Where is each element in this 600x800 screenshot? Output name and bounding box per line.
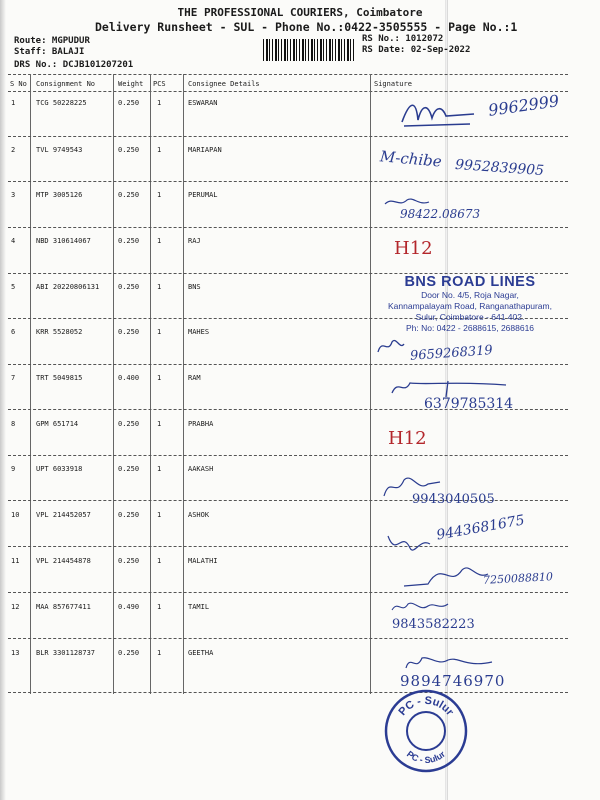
row-consignee: PERUMAL [188, 191, 218, 199]
row-consignment: TRT 5049815 [36, 374, 83, 382]
row-weight: 0.250 [118, 649, 140, 657]
row-pcs: 1 [157, 649, 162, 657]
row-consignment: UPT 6033918 [36, 465, 83, 473]
row-weight: 0.250 [118, 99, 140, 107]
col-header-consignee: Consignee Details [188, 80, 260, 88]
signature-scribble [402, 556, 492, 594]
row-consignee: AAKASH [188, 465, 214, 473]
header-bottom-border [8, 91, 568, 92]
table-top-border [8, 74, 568, 75]
stamp-address-line: Door No. 4/5, Roja Nagar, [421, 290, 519, 300]
row-consignee: MARIAPAN [188, 146, 222, 154]
row-consignment: VPL 214454878 [36, 557, 91, 565]
row-sno: 11 [11, 557, 20, 565]
row-sno: 5 [11, 283, 16, 291]
row-consignee: RAJ [188, 237, 201, 245]
barcode [263, 39, 355, 61]
row-pcs: 1 [157, 99, 162, 107]
row-consignment: MTP 3005126 [36, 191, 83, 199]
row-consignee: MAHES [188, 328, 210, 336]
seal-bottom-text: PC - Sulur [404, 748, 448, 766]
row-sno: 4 [11, 237, 16, 245]
row-weight: 0.250 [118, 465, 140, 473]
row-divider [8, 364, 568, 365]
handwritten-mark: H12 [388, 428, 427, 449]
row-consignee: MALATHI [188, 557, 218, 565]
column-divider [183, 74, 184, 694]
handwritten-phone: 9952839905 [454, 156, 545, 180]
row-consignee: ESWARAN [188, 99, 218, 107]
row-weight: 0.250 [118, 557, 140, 565]
handwritten-phone: 98422.08673 [400, 207, 481, 221]
row-divider [8, 638, 568, 639]
row-weight: 0.250 [118, 511, 140, 519]
row-pcs: 1 [157, 374, 162, 382]
staff-label: Staff: BALAJI [14, 47, 85, 57]
runsheet-title: Delivery Runsheet - SUL - Phone No.:0422-3505555 - Page No.:1 [95, 20, 518, 34]
row-weight: 0.250 [118, 146, 140, 154]
table-bottom-border [8, 692, 568, 693]
row-sno: 13 [11, 649, 20, 657]
row-consignment: BLR 3301128737 [36, 649, 96, 657]
handwritten-number: 9962999 [487, 91, 561, 120]
row-pcs: 1 [157, 603, 162, 611]
col-header-weight: Weight [118, 80, 144, 88]
row-pcs: 1 [157, 465, 162, 473]
row-consignment: TCG 50228225 [36, 99, 87, 107]
col-header-pcs: PCS [153, 80, 166, 88]
row-divider [8, 455, 568, 456]
column-divider [370, 74, 371, 694]
handwritten-phone: 9659268319 [409, 343, 494, 364]
row-divider [8, 136, 568, 137]
row-consignment: MAA 857677411 [36, 603, 91, 611]
row-weight: 0.250 [118, 328, 140, 336]
row-pcs: 1 [157, 237, 162, 245]
handwritten-signature: M-chibe [379, 147, 443, 171]
row-consignee: RAM [188, 374, 201, 382]
row-pcs: 1 [157, 511, 162, 519]
row-weight: 0.490 [118, 603, 140, 611]
row-consignment: KRR 5528052 [36, 328, 83, 336]
row-consignee: GEETHA [188, 649, 214, 657]
row-weight: 0.400 [118, 374, 140, 382]
row-consignee: TAMIL [188, 603, 210, 611]
row-divider [8, 546, 568, 547]
handwritten-phone: 7250088810 [482, 570, 554, 587]
company-stamp [370, 274, 570, 334]
signature-scribble-icon [390, 598, 450, 616]
stamp-company-name: BNS ROAD LINES [404, 274, 536, 290]
signature-scribble-icon [402, 556, 492, 590]
row-consignee: PRABHA [188, 420, 214, 428]
handwritten-mark: H12 [394, 238, 433, 259]
row-sno: 6 [11, 328, 16, 336]
column-divider [113, 74, 114, 694]
row-divider [8, 227, 568, 228]
row-sno: 2 [11, 146, 16, 154]
seal-top-text: PC - Sulur [396, 694, 456, 718]
row-sno: 12 [11, 603, 20, 611]
row-consignment: GPM 651714 [36, 420, 79, 428]
row-pcs: 1 [157, 420, 162, 428]
signature-scribble-icon [404, 652, 494, 674]
company-title: THE PROFESSIONAL COURIERS, Coimbatore [177, 6, 423, 19]
stamp-phone-line: Ph: No: 0422 - 2688615, 2688616 [405, 323, 535, 333]
row-weight: 0.250 [118, 420, 140, 428]
scan-edge-shadow [0, 0, 6, 800]
row-sno: 9 [11, 465, 16, 473]
row-sno: 1 [11, 99, 16, 107]
row-sno: 8 [11, 420, 16, 428]
handwritten-phone: 9943040505 [412, 492, 495, 507]
row-consignment: NBD 310614067 [36, 237, 91, 245]
row-pcs: 1 [157, 146, 162, 154]
route-label: Route: MGPUDUR [14, 36, 90, 46]
row-weight: 0.250 [118, 283, 140, 291]
row-sno: 7 [11, 374, 16, 382]
row-consignment: VPL 214452057 [36, 511, 91, 519]
row-consignment: TVL 9749543 [36, 146, 83, 154]
row-consignee: BNS [188, 283, 201, 291]
row-pcs: 1 [157, 191, 162, 199]
row-sno: 3 [11, 191, 16, 199]
seal-icon [383, 688, 469, 774]
rs-date: RS Date: 02-Sep-2022 [362, 45, 471, 55]
handwritten-signature [390, 598, 450, 619]
row-weight: 0.250 [118, 191, 140, 199]
rs-number: RS No.: 1012072 [362, 34, 444, 44]
round-seal [383, 688, 469, 774]
stamp-address-line: Sulur, Coimbatore - 641 402. [415, 312, 525, 322]
row-sno: 10 [11, 511, 20, 519]
svg-text:PC - Sulur [405, 749, 448, 765]
handwritten-phone: 6379785314 [424, 396, 514, 412]
row-consignee: ASHOK [188, 511, 210, 519]
column-divider [150, 74, 151, 694]
col-header-sno: S No [10, 80, 27, 88]
handwritten-phone: 9894746970 [400, 672, 506, 690]
drs-number: DRS No.: DCJB101207201 [14, 60, 134, 70]
signature-scribble-icon [398, 94, 478, 130]
row-pcs: 1 [157, 328, 162, 336]
handwritten-signature [376, 336, 406, 360]
stamp-address-line: Kannampalayam Road, Ranganathapuram, [388, 301, 552, 311]
handwritten-phone: 9443681675 [435, 512, 526, 544]
signature-scribble [398, 94, 478, 134]
row-weight: 0.250 [118, 237, 140, 245]
row-consignment: ABI 20220806131 [36, 283, 100, 291]
column-divider [30, 74, 31, 694]
col-header-consignment: Consignment No [36, 80, 96, 88]
row-pcs: 1 [157, 557, 162, 565]
row-divider [8, 181, 568, 182]
signature-scribble-icon [376, 336, 406, 356]
signature-scribble-icon [386, 528, 436, 558]
row-pcs: 1 [157, 283, 162, 291]
handwritten-phone: 9843582223 [392, 617, 475, 632]
col-header-signature: Signature [374, 80, 412, 88]
